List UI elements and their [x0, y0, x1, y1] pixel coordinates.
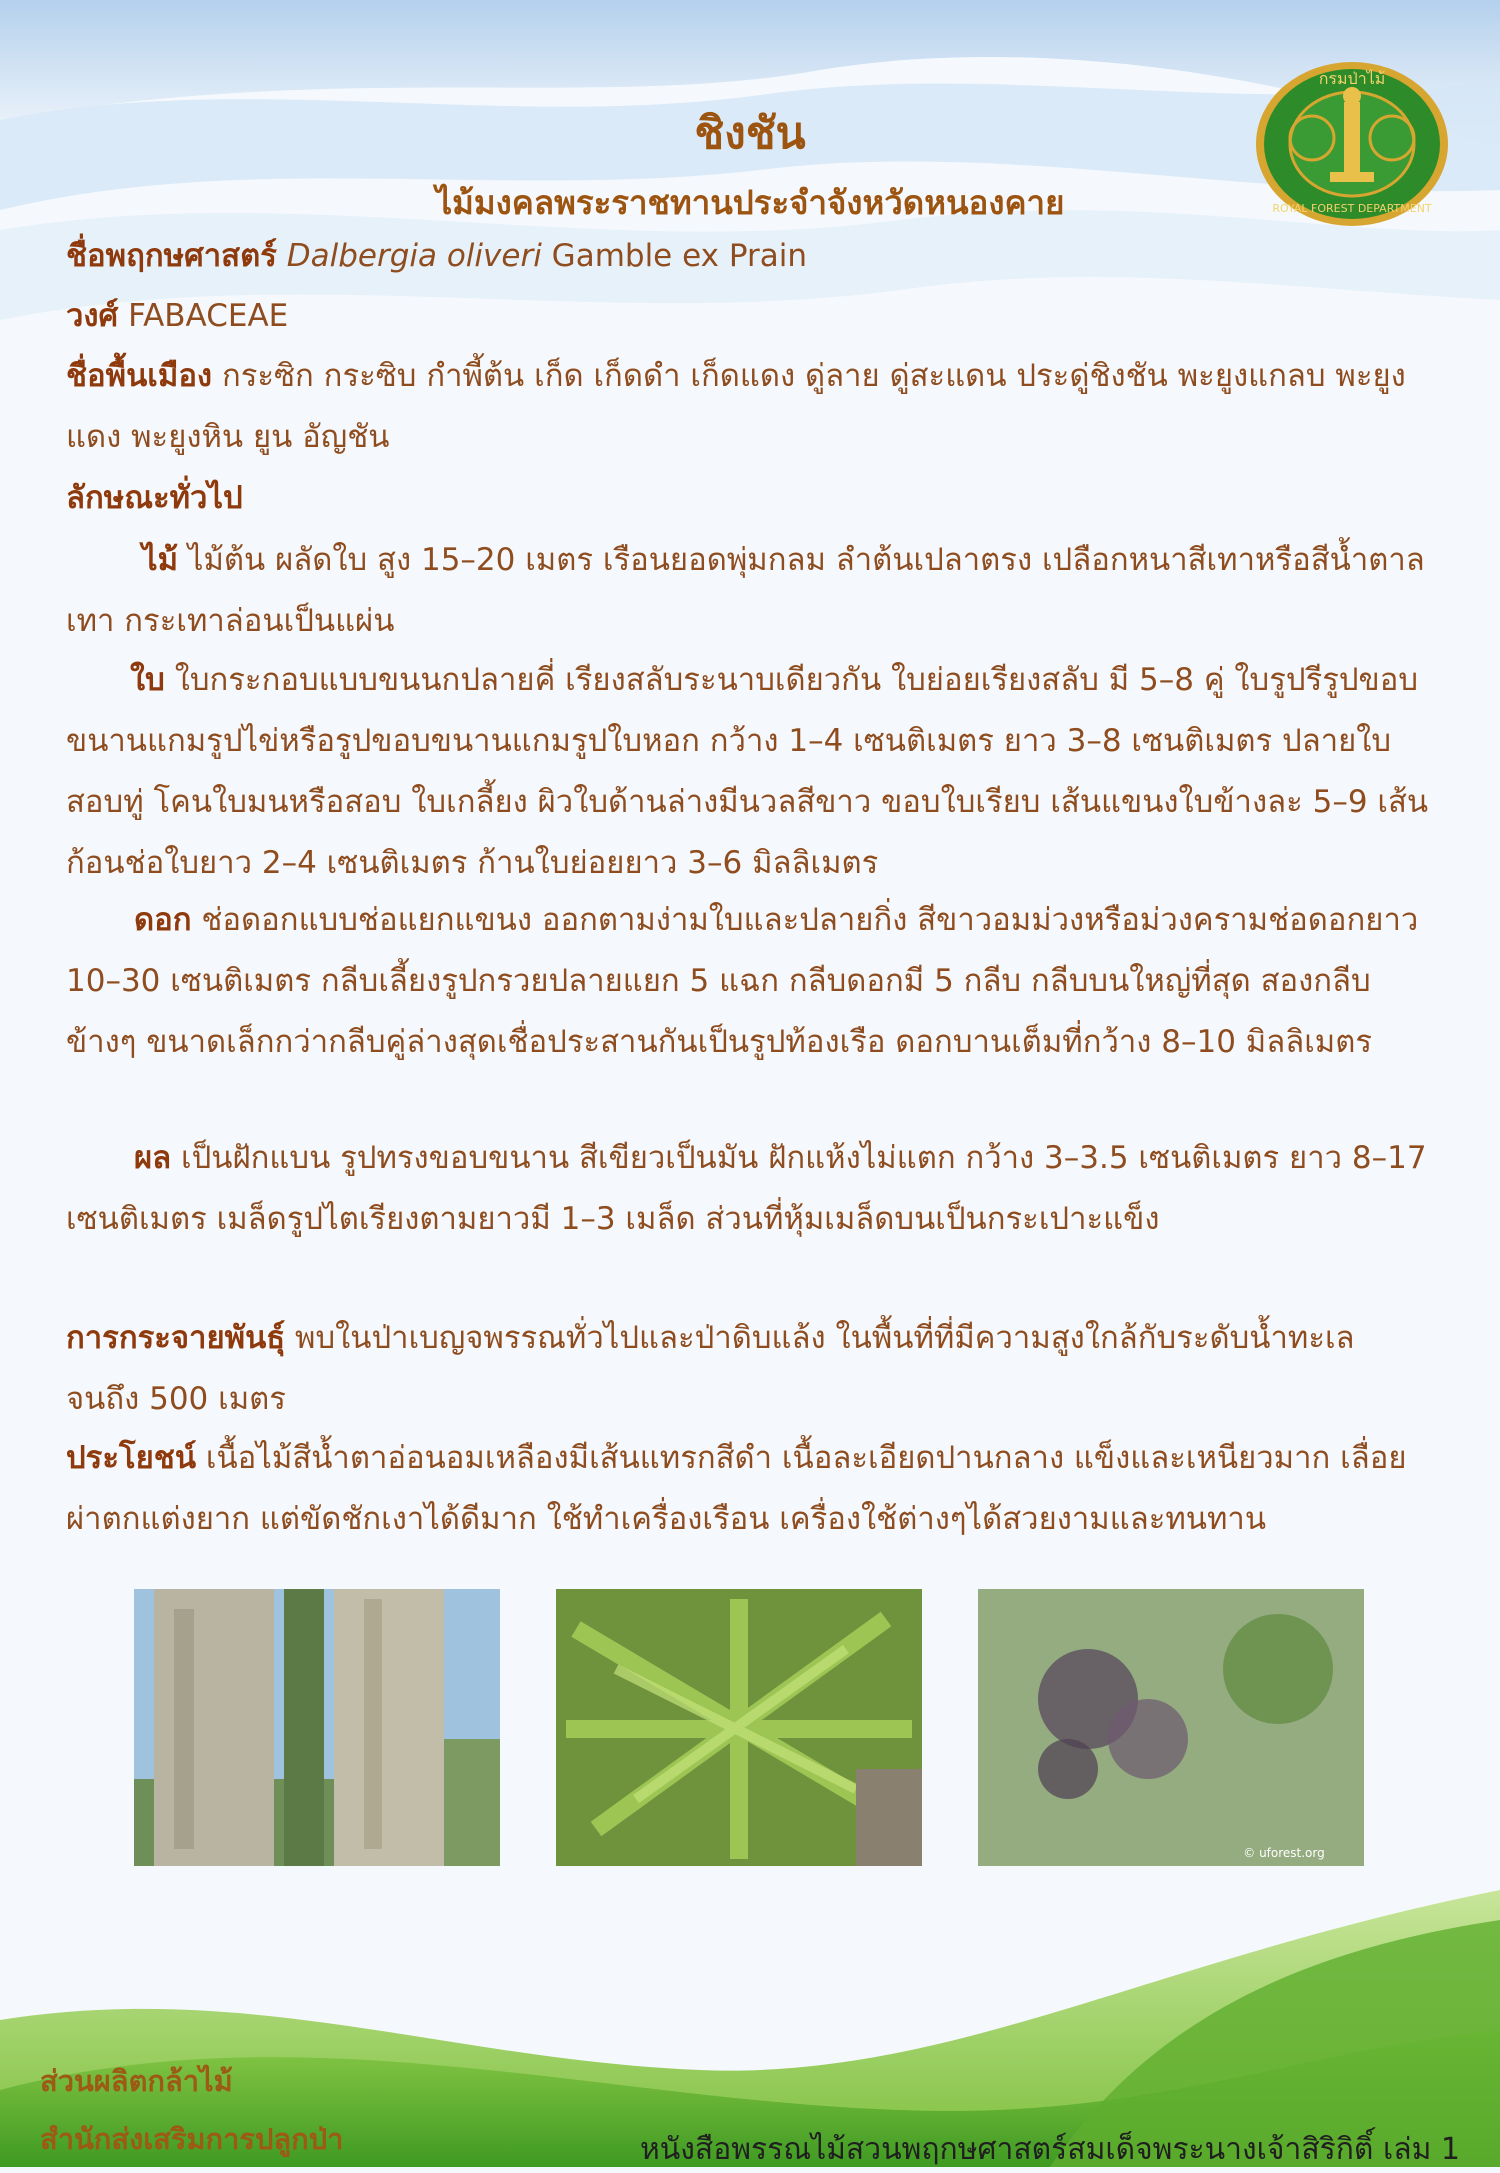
- description-tree-paragraph: [66, 530, 1436, 652]
- footer-department-2: สำนักส่งเสริมการปลูกป่า: [40, 2122, 344, 2156]
- compound-leaves-photo: [556, 1589, 922, 1866]
- description-leaf-label: ใบ: [130, 662, 165, 698]
- tree-trunk-photo: [134, 1589, 500, 1866]
- general-characteristics-heading: [66, 468, 1436, 529]
- description-fruit-paragraph: [66, 1128, 1436, 1250]
- description-flower-text: ช่อดอกแบบช่อแยกแขนง ออกตามง่ามใบและปลายกิ่ง สีขาวอมม่วงหรือม่วงครามช่อดอกยาว 10–30 เซนติเมตร กลีบเลี้ยงรูปกรวยปลายแยก 5 แฉก กลีบดอกมี 5 กลีบ กลีบบนใหญ่ที่สุด สองกลีบข้างๆ ขนาดเล็กกว่ากลีบคู่ล่างสุดเชื่อประสานกันเป็นรูปท้องเรือ ดอกบานเต็มที่กว้าง 8–10 มิลลิเมตร: [66, 902, 1419, 1060]
- footer-book-title: หนังสือพรรณไม้สวนพฤกษศาสตร์สมเด็จพระนางเจ้าสิริกิติ์ เล่ม 1: [639, 2132, 1460, 2167]
- description-leaf-paragraph: [66, 650, 1436, 894]
- flower-cluster-photo: [978, 1589, 1364, 1866]
- description-tree-label: ไม้: [142, 542, 179, 578]
- uses-paragraph: [66, 1428, 1436, 1550]
- scientific-name-label: ชื่อพฤกษศาสตร์: [66, 238, 277, 274]
- page-title: ชิงชัน: [694, 108, 806, 159]
- description-tree-text: ไม้ต้น ผลัดใบ สูง 15–20 เมตร เรือนยอดพุ่มกลม ลำต้นเปลาตรง เปลือกหนาสีเทาหรือสีน้ำตาลเทา กระเทาล่อนเป็นแผ่น: [66, 542, 1425, 639]
- distribution-text: พบในป่าเบญจพรรณทั่วไปและป่าดิบแล้ง ในพื้นที่ที่มีความสูงใกล้กับระดับน้ำทะเล จนถึง 500 เมตร: [66, 1320, 1355, 1417]
- scientific-name-line: [66, 226, 1436, 287]
- page-subtitle: ไม้มงคลพระราชทานประจำจังหวัดหนองคาย: [435, 183, 1065, 222]
- local-names-value: กระซิก กระซิบ กำพี้ต้น เก็ด เก็ดดำ เก็ดแดง ดู่ลาย ดู่สะแดน ประดู่ชิงชัน พะยูงแกลบ พะยูงแดง พะยูงหิน ยูน อัญชัน: [66, 358, 1406, 455]
- local-names-label: ชื่อพื้นเมือง: [66, 358, 213, 394]
- family-label: วงศ์: [66, 298, 119, 334]
- logo-top-text: กรมป่าไม้: [1318, 69, 1386, 88]
- description-flower-paragraph: [66, 890, 1436, 1073]
- distribution-label: การกระจายพันธุ์: [66, 1320, 286, 1356]
- footer-department-1: ส่วนผลิตกล้าไม้: [40, 2064, 233, 2098]
- scientific-name-genus-species: Dalbergia oliveri: [286, 238, 542, 274]
- distribution-paragraph: [66, 1308, 1436, 1430]
- photo-credit: © uforest.org: [1243, 1846, 1325, 1860]
- family-value: FABACEAE: [128, 298, 289, 334]
- family-line: [66, 286, 1436, 347]
- local-names-paragraph: [66, 346, 1436, 468]
- description-fruit-label: ผล: [134, 1140, 172, 1176]
- description-fruit-text: เป็นฝักแบน รูปทรงขอบขนาน สีเขียวเป็นมัน ฝักแห้งไม่แตก กว้าง 3–3.5 เซนติเมตร ยาว 8–17 เซนติเมตร เมล็ดรูปไตเรียงตามยาวมี 1–3 เมล็ด ส่วนที่หุ้มเมล็ดบนเป็นกระเปาะแข็ง: [66, 1140, 1427, 1237]
- scientific-name-author: Gamble ex Prain: [551, 238, 807, 274]
- general-characteristics-label: ลักษณะทั่วไป: [66, 480, 243, 516]
- uses-label: ประโยชน์: [66, 1440, 197, 1476]
- uses-text: เนื้อไม้สีน้ำตาอ่อนอมเหลืองมีเส้นแทรกสีดำ เนื้อละเอียดปานกลาง แข็งและเหนียวมาก เลื่อยผ่าตกแต่งยาก แต่ขัดชักเงาได้ดีมาก ใช้ทำเครื่องเรือน เครื่องใช้ต่างๆได้สวยงามและทนทาน: [66, 1440, 1407, 1537]
- description-leaf-text: ใบกระกอบแบบขนนกปลายคี่ เรียงสลับระนาบเดียวกัน ใบย่อยเรียงสลับ มี 5–8 คู่ ใบรูปรีรูปขอบขนานแกมรูปไข่หรือรูปขอบขนานแกมรูปใบหอก กว้าง 1–4 เซนติเมตร ยาว 3–8 เซนติเมตร ปลายใบสอบทู่ โคนใบมนหรือสอบ ใบเกลี้ยง ผิวใบด้านล่างมีนวลสีขาว ขอบใบเรียบ เส้นแขนงใบข้างละ 5–9 เส้น ก้อนช่อใบยาว 2–4 เซนติเมตร ก้านใบย่อยยาว 3–6 มิลลิเมตร: [66, 662, 1429, 881]
- description-flower-label: ดอก: [134, 902, 192, 938]
- logo-bottom-text: ROYAL FOREST DEPARTMENT: [1272, 202, 1432, 215]
